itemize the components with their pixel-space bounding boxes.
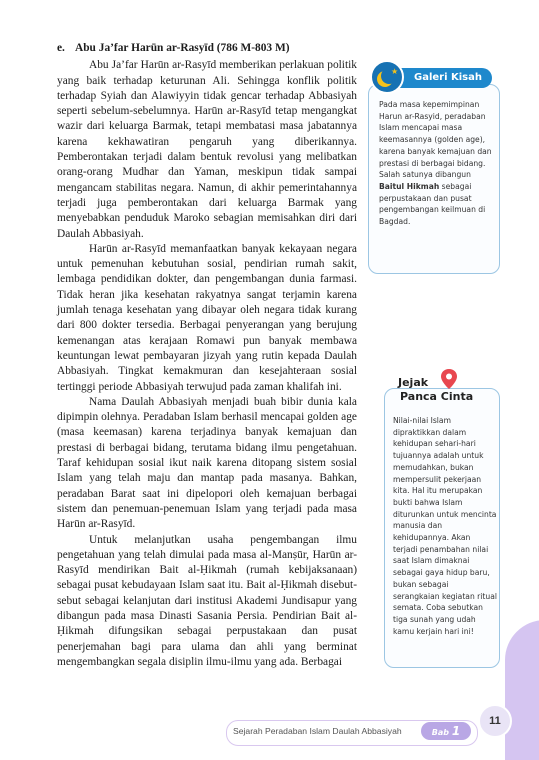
paragraph-2: Harūn ar-Rasyīd memanfaatkan banyak kekayaan negara untuk pemenuhan kebutuhan sosial, pendirian rumah sakit, lembaga pendidikan dokter, dan pengembangan dunia farmasi. Tidak heran jika kesehatan rakyatnya sangat terjamin karena jumlah tenaga kesehatan yang dibayar oleh negara tidak kurang dari 800 dokter tersedia. Berbagai penyerangan yang berujung kemenangan atas kerajaan Romawi pun banyak membawa keuntungan lewat pembayaran jizyah yang rutin kepada Daulah Abbasiyah. Tingkat kemakmuran dan kesejahteraan sosial tertinggi periode Abbasiyah terwujud pada zaman khalifah ini. [57, 242, 357, 393]
galeri-kisah-card [368, 84, 500, 274]
bab-number: 1 [451, 724, 461, 738]
jejak-panca-cinta-card [384, 388, 500, 668]
paragraph-3: Nama Daulah Abbasiyah menjadi buah bibir dunia kala dipimpin olehnya. Peradaban Islam berhasil mencapai golden age (masa keemasan) karena terjadinya banyak kemajuan dan prestasi di berbagai bidang, terutama bidang ilmu pengetahuan. Taraf kehidupan sosial ikut naik karena ditopang sistem sosial Islam yang telah maju dan mantap pada masanya. Bahkan, peradaban Barat saat ini dipelopori oleh kemajuan berbagai sistem dan penemuan-penemuan Islam yang terjadi pada masa Harūn ar-Rasyīd. [57, 395, 357, 531]
section-heading [57, 41, 357, 56]
galeri-kisah-text [379, 99, 497, 228]
location-pin-icon [440, 368, 458, 390]
galeri-text-bold: Baitul Hikmah [379, 181, 440, 191]
section-number: e. [57, 42, 65, 54]
page-number: 11 [478, 704, 512, 738]
main-content [57, 41, 357, 670]
paragraph-4: Untuk melanjutkan usaha pengembangan ilmu pengetahuan yang telah dimulai pada masa al-Manṣūr, Harūn ar-Rasyīd mendirikan Bait al-Ḥikmah (rumah kebijaksanaan) sebagai pusat kebudayaan Islam saat itu. Bait al-Ḥikmah disebut-sebut sebagai kelanjutan dari institusi Akademi Jundisapur yang dibangun pada masa Dinasti Sasania Persia. Pendirian Bait al-Ḥikmah difungsikan sebagai perpustakaan dan pusat penerjemahan bagi para ulama dan ahli yang berminat mengembangkan segala disiplin ilmu-ilmu yang ada. Berbagai [57, 533, 357, 668]
galeri-text-part2: sebagai perpustakaan dan pusat pengembangan keilmuan di Bagdad. [379, 181, 486, 227]
corner-decoration [505, 620, 539, 760]
moon-star-icon: ★ [370, 60, 404, 94]
paragraph-1: Abu Ja’far Harūn ar-Rasyīd memberikan perlakuan politik yang baik terhadap keturunan Ali. Sehingga konflik politik terhadap Syiah dan Alawiyyin tidak gencar terhadap Abbasiyah seperti sebelum-sebelumnya. Harūn ar-Rasyīd tetap mengangkat wazir dari keluarga Barmak, tetapi membatasi masa jabatannya karena kekhawatiran pengaruh yang diberikannya. Pemberontakan terjadi dalam bentuk revolusi yang melibatkan orang-orang Mudhar dan Yaman, meskipun tidak sampai mengancam stabilitas negara. Namun, di akhir pemerintahannya terjadi juga pemberontakan dari keluarga Barmak yang menyebabkan penduduk Maroko sebagian memisahkan diri dari Daulah Abbasiyah. [57, 59, 357, 240]
bab-label: Bab [431, 728, 450, 737]
galeri-kisah-title: Galeri Kisah [380, 68, 492, 88]
section-title: Abu Ja’far Harūn ar-Rasyīd (786 M-803 M) [75, 42, 290, 54]
chapter-title: Sejarah Peradaban Islam Daulah Abbasiyah [233, 726, 402, 736]
galeri-text-part1: Pada masa kepemimpinan Harun ar-Rasyid, peradaban Islam mencapai masa keemasannya (golden age), karena banyak kemajuan dan prestasi di berbagai bidang. Salah satunya dibangun [379, 100, 492, 180]
jejak-panca-cinta-text: Nilai-nilai Islam dipraktikkan dalam kehidupan sehari-hari tujuannya adalah untuk memudahkan, bukan mempersulit pekerjaan kita. Hal itu merupakan bukti bahwa Islam diturunkan untuk mencinta manusia dan kehidupannya. Akan terjadi penambahan nilai saat Islam dimaknai sebagai gaya hidup baru, bukan sebagai serangkaian kegiatan ritual semata. Coba sebutkan tiga sunah yang udah kamu kerjain hari ini! [393, 416, 497, 636]
jejak-title-line1: Jejak [398, 376, 429, 389]
bab-badge [421, 722, 471, 740]
jejak-title-line2: Panca Cinta [400, 390, 474, 403]
jejak-panca-cinta-title [398, 376, 473, 404]
